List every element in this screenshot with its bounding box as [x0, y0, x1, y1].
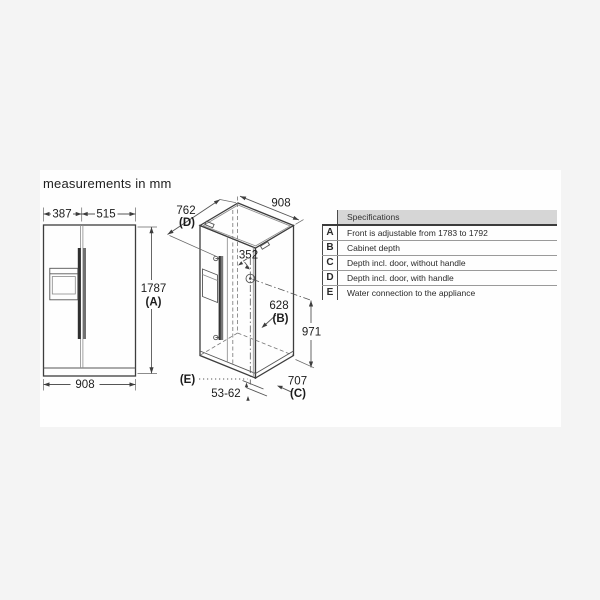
dim-label-387: 387: [52, 208, 72, 221]
row-key-B: B: [322, 241, 338, 255]
dim-label-707: 707: [287, 375, 308, 388]
dim-label-352: 352: [238, 249, 259, 262]
dim-ref-E: (E): [179, 374, 196, 386]
dim-label-762: 762: [176, 205, 196, 217]
dim-door-widths: [44, 208, 136, 222]
row-key-C: C: [322, 256, 338, 270]
dim-label-908-side: 908: [271, 197, 291, 210]
row-text-E: Water connection to the appliance: [347, 288, 476, 298]
row-text-B: Cabinet depth: [347, 243, 400, 253]
table-row: [322, 226, 557, 241]
row-key-D: D: [322, 271, 338, 285]
dim-depth-without-handle: [277, 376, 307, 401]
spec-table-header-row: [322, 210, 557, 226]
dim-label-971: 971: [301, 326, 322, 339]
table-row: [322, 241, 557, 256]
dim-label-628: 628: [269, 300, 289, 312]
dim-base-adjust: [211, 381, 267, 401]
front-view-cabinet: [44, 225, 136, 376]
table-row: [322, 286, 557, 300]
dim-ref-D: (D): [179, 217, 195, 229]
spec-header-key-cell: [322, 210, 338, 224]
row-text-D: Depth incl. door, with handle: [347, 273, 454, 283]
dim-ref-A: (A): [145, 296, 162, 309]
dim-ref-B: (B): [272, 313, 289, 325]
dim-label-53-62: 53-62: [211, 388, 241, 400]
page-title: measurements in mm: [43, 176, 172, 191]
dim-label-515: 515: [96, 208, 116, 221]
front-face: [200, 226, 259, 379]
dim-water-height: [296, 301, 322, 368]
dim-ref-C: (C): [290, 388, 306, 400]
dim-height: [138, 227, 167, 374]
row-text-A: Front is adjustable from 1783 to 1792: [347, 228, 488, 238]
spec-header-label: Specifications: [338, 210, 557, 224]
row-key-E: E: [322, 286, 338, 300]
front-view: [44, 208, 167, 392]
dim-label-1787: 1787: [140, 283, 167, 295]
dim-water-ref: [180, 374, 248, 386]
spec-table: [322, 210, 557, 300]
dim-total-width: [44, 379, 136, 391]
dim-label-908-front: 908: [75, 379, 95, 391]
row-key-A: A: [322, 226, 338, 240]
perspective-view: [168, 196, 322, 401]
row-text-C: Depth incl. door, without handle: [347, 258, 466, 268]
table-row: [322, 271, 557, 286]
table-row: [322, 256, 557, 271]
